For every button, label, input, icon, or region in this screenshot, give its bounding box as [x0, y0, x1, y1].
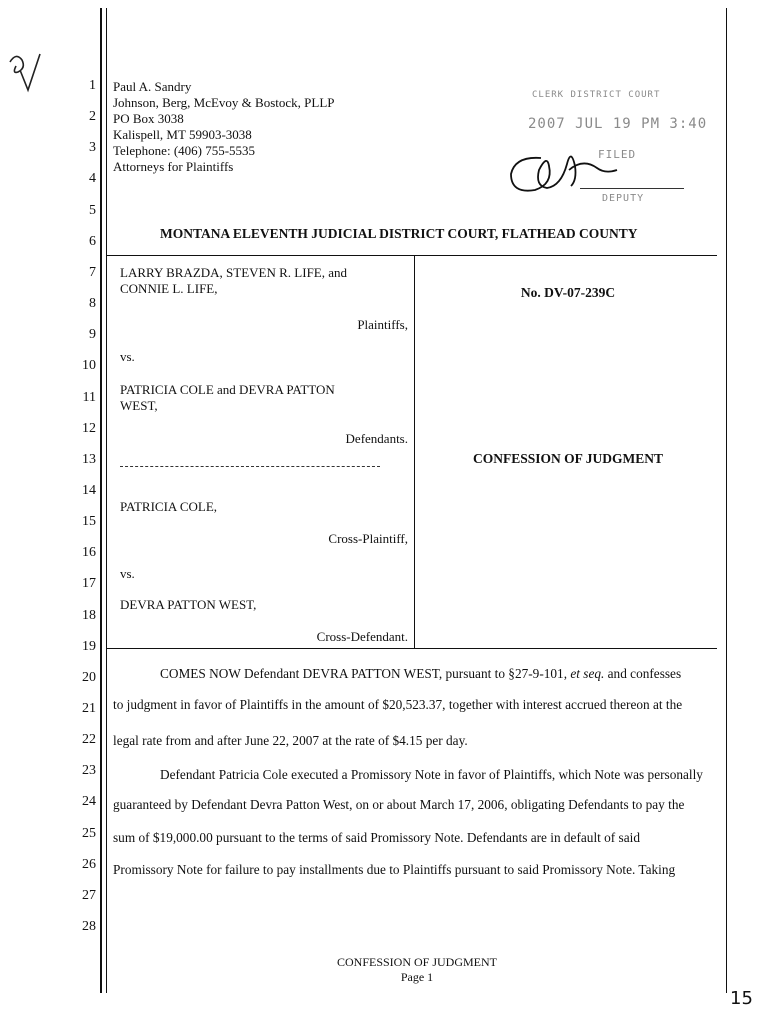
line-number: 7 — [89, 265, 96, 280]
plaintiffs-line-2: CONNIE L. LIFE, — [120, 281, 218, 296]
attorney-block — [113, 79, 335, 175]
p1-line1-pre: COMES NOW Defendant DEVRA PATTON WEST, pursuant to §27-9-101, — [160, 666, 571, 681]
line-number: 19 — [82, 639, 96, 654]
left-margin-rule-inner — [106, 8, 107, 993]
caption-divider — [414, 255, 415, 649]
attorney-city: Kalispell, MT 59903-3038 — [113, 127, 252, 142]
attorney-telephone: Telephone: (406) 755-5535 — [113, 143, 256, 158]
cross-plaintiff-label: Cross-Plaintiff, — [328, 531, 408, 546]
right-margin-rule — [726, 8, 727, 993]
caption-top-rule — [107, 255, 717, 256]
stamp-date: 2007 JUL 19 PM 3:40 — [528, 116, 708, 132]
line-number: 6 — [89, 234, 96, 249]
line-number: 3 — [89, 140, 96, 155]
line-number: 28 — [82, 919, 96, 934]
plaintiffs-names — [120, 265, 347, 297]
line-number: 10 — [82, 358, 96, 373]
stamp-clerk: CLERK DISTRICT COURT — [532, 90, 661, 100]
p1-line1-emphasis: et seq. — [570, 666, 605, 681]
line-number: 11 — [82, 390, 96, 405]
paragraph-2-line-2: guaranteed by Defendant Devra Patton West, on or about March 17, 2006, obligating Defendants to pay the — [113, 797, 685, 812]
defendants-label: Defendants. — [345, 431, 408, 446]
line-number: 1 — [89, 78, 96, 93]
attorney-firm: Johnson, Berg, McEvoy & Bostock, PLLP — [113, 95, 335, 110]
versus-1: vs. — [120, 349, 135, 364]
stamp-deputy: DEPUTY — [602, 193, 645, 204]
left-margin-rule-outer — [100, 8, 102, 993]
line-number: 23 — [82, 763, 96, 778]
paragraph-1-line-1 — [160, 666, 681, 682]
paragraph-2-line-3: sum of $19,000.00 pursuant to the terms of said Promissory Note. Defendants are in default of said — [113, 830, 640, 845]
line-number: 27 — [82, 888, 96, 903]
line-number: 16 — [82, 545, 96, 560]
p1-line1-post: and confesses — [604, 666, 682, 681]
line-number: 20 — [82, 670, 96, 685]
paragraph-2-line-1: Defendant Patricia Cole executed a Promissory Note in favor of Plaintiffs, which Note was personally — [160, 767, 703, 782]
line-number: 22 — [82, 732, 96, 747]
line-number: 15 — [82, 514, 96, 529]
footer — [300, 955, 534, 985]
paragraph-2-line-4: Promissory Note for failure to pay installments due to Plaintiffs pursuant to said Promissory Note. Taking — [113, 862, 676, 877]
line-number: 4 — [89, 171, 96, 186]
defendants-names — [120, 382, 335, 414]
line-number: 5 — [89, 203, 96, 218]
caption-dashed-separator — [120, 466, 380, 467]
line-number: 8 — [89, 296, 96, 311]
line-number: 17 — [82, 576, 96, 591]
handwritten-page-mark: 15 — [730, 988, 753, 1009]
line-number: 21 — [82, 701, 96, 716]
footer-title: CONFESSION OF JUDGMENT — [336, 955, 498, 969]
plaintiffs-line-1: LARRY BRAZDA, STEVEN R. LIFE, and — [120, 265, 348, 280]
line-number: 25 — [82, 826, 96, 841]
document-title: CONFESSION OF JUDGMENT — [472, 451, 663, 466]
cross-plaintiff-name: PATRICIA COLE, — [120, 499, 218, 514]
line-number: 24 — [82, 794, 96, 809]
footer-page: Page 1 — [400, 970, 434, 984]
stamp-filed: FILED — [598, 148, 637, 161]
clerk-signature — [505, 140, 625, 202]
attorney-role: Attorneys for Plaintiffs — [113, 159, 234, 174]
line-number: 14 — [82, 483, 96, 498]
versus-2: vs. — [120, 566, 135, 581]
caption-bottom-rule — [107, 648, 717, 649]
handwritten-initial-mark — [6, 48, 42, 96]
case-number: No. DV-07-239C — [520, 285, 616, 300]
line-number: 18 — [82, 608, 96, 623]
cross-defendant-label: Cross-Defendant. — [316, 629, 408, 644]
plaintiffs-label: Plaintiffs, — [357, 317, 408, 332]
line-number: 26 — [82, 857, 96, 872]
paragraph-1-line-2: to judgment in favor of Plaintiffs in the amount of $20,523.37, together with interest accrued thereon at the — [113, 697, 683, 712]
line-number: 9 — [89, 327, 96, 342]
line-number: 2 — [89, 109, 96, 124]
attorney-po-box: PO Box 3038 — [113, 111, 184, 126]
attorney-name: Paul A. Sandry — [113, 79, 192, 94]
court-title: MONTANA ELEVENTH JUDICIAL DISTRICT COURT, FLATHEAD COUNTY — [160, 226, 638, 241]
defendants-line-1: PATRICIA COLE and DEVRA PATTON — [120, 382, 335, 397]
paragraph-1-line-3: legal rate from and after June 22, 2007 at the rate of $4.15 per day. — [113, 733, 468, 748]
cross-defendant-name: DEVRA PATTON WEST, — [120, 597, 257, 612]
defendants-line-2: WEST, — [120, 398, 158, 413]
line-number: 12 — [82, 421, 96, 436]
line-number: 13 — [82, 452, 96, 467]
